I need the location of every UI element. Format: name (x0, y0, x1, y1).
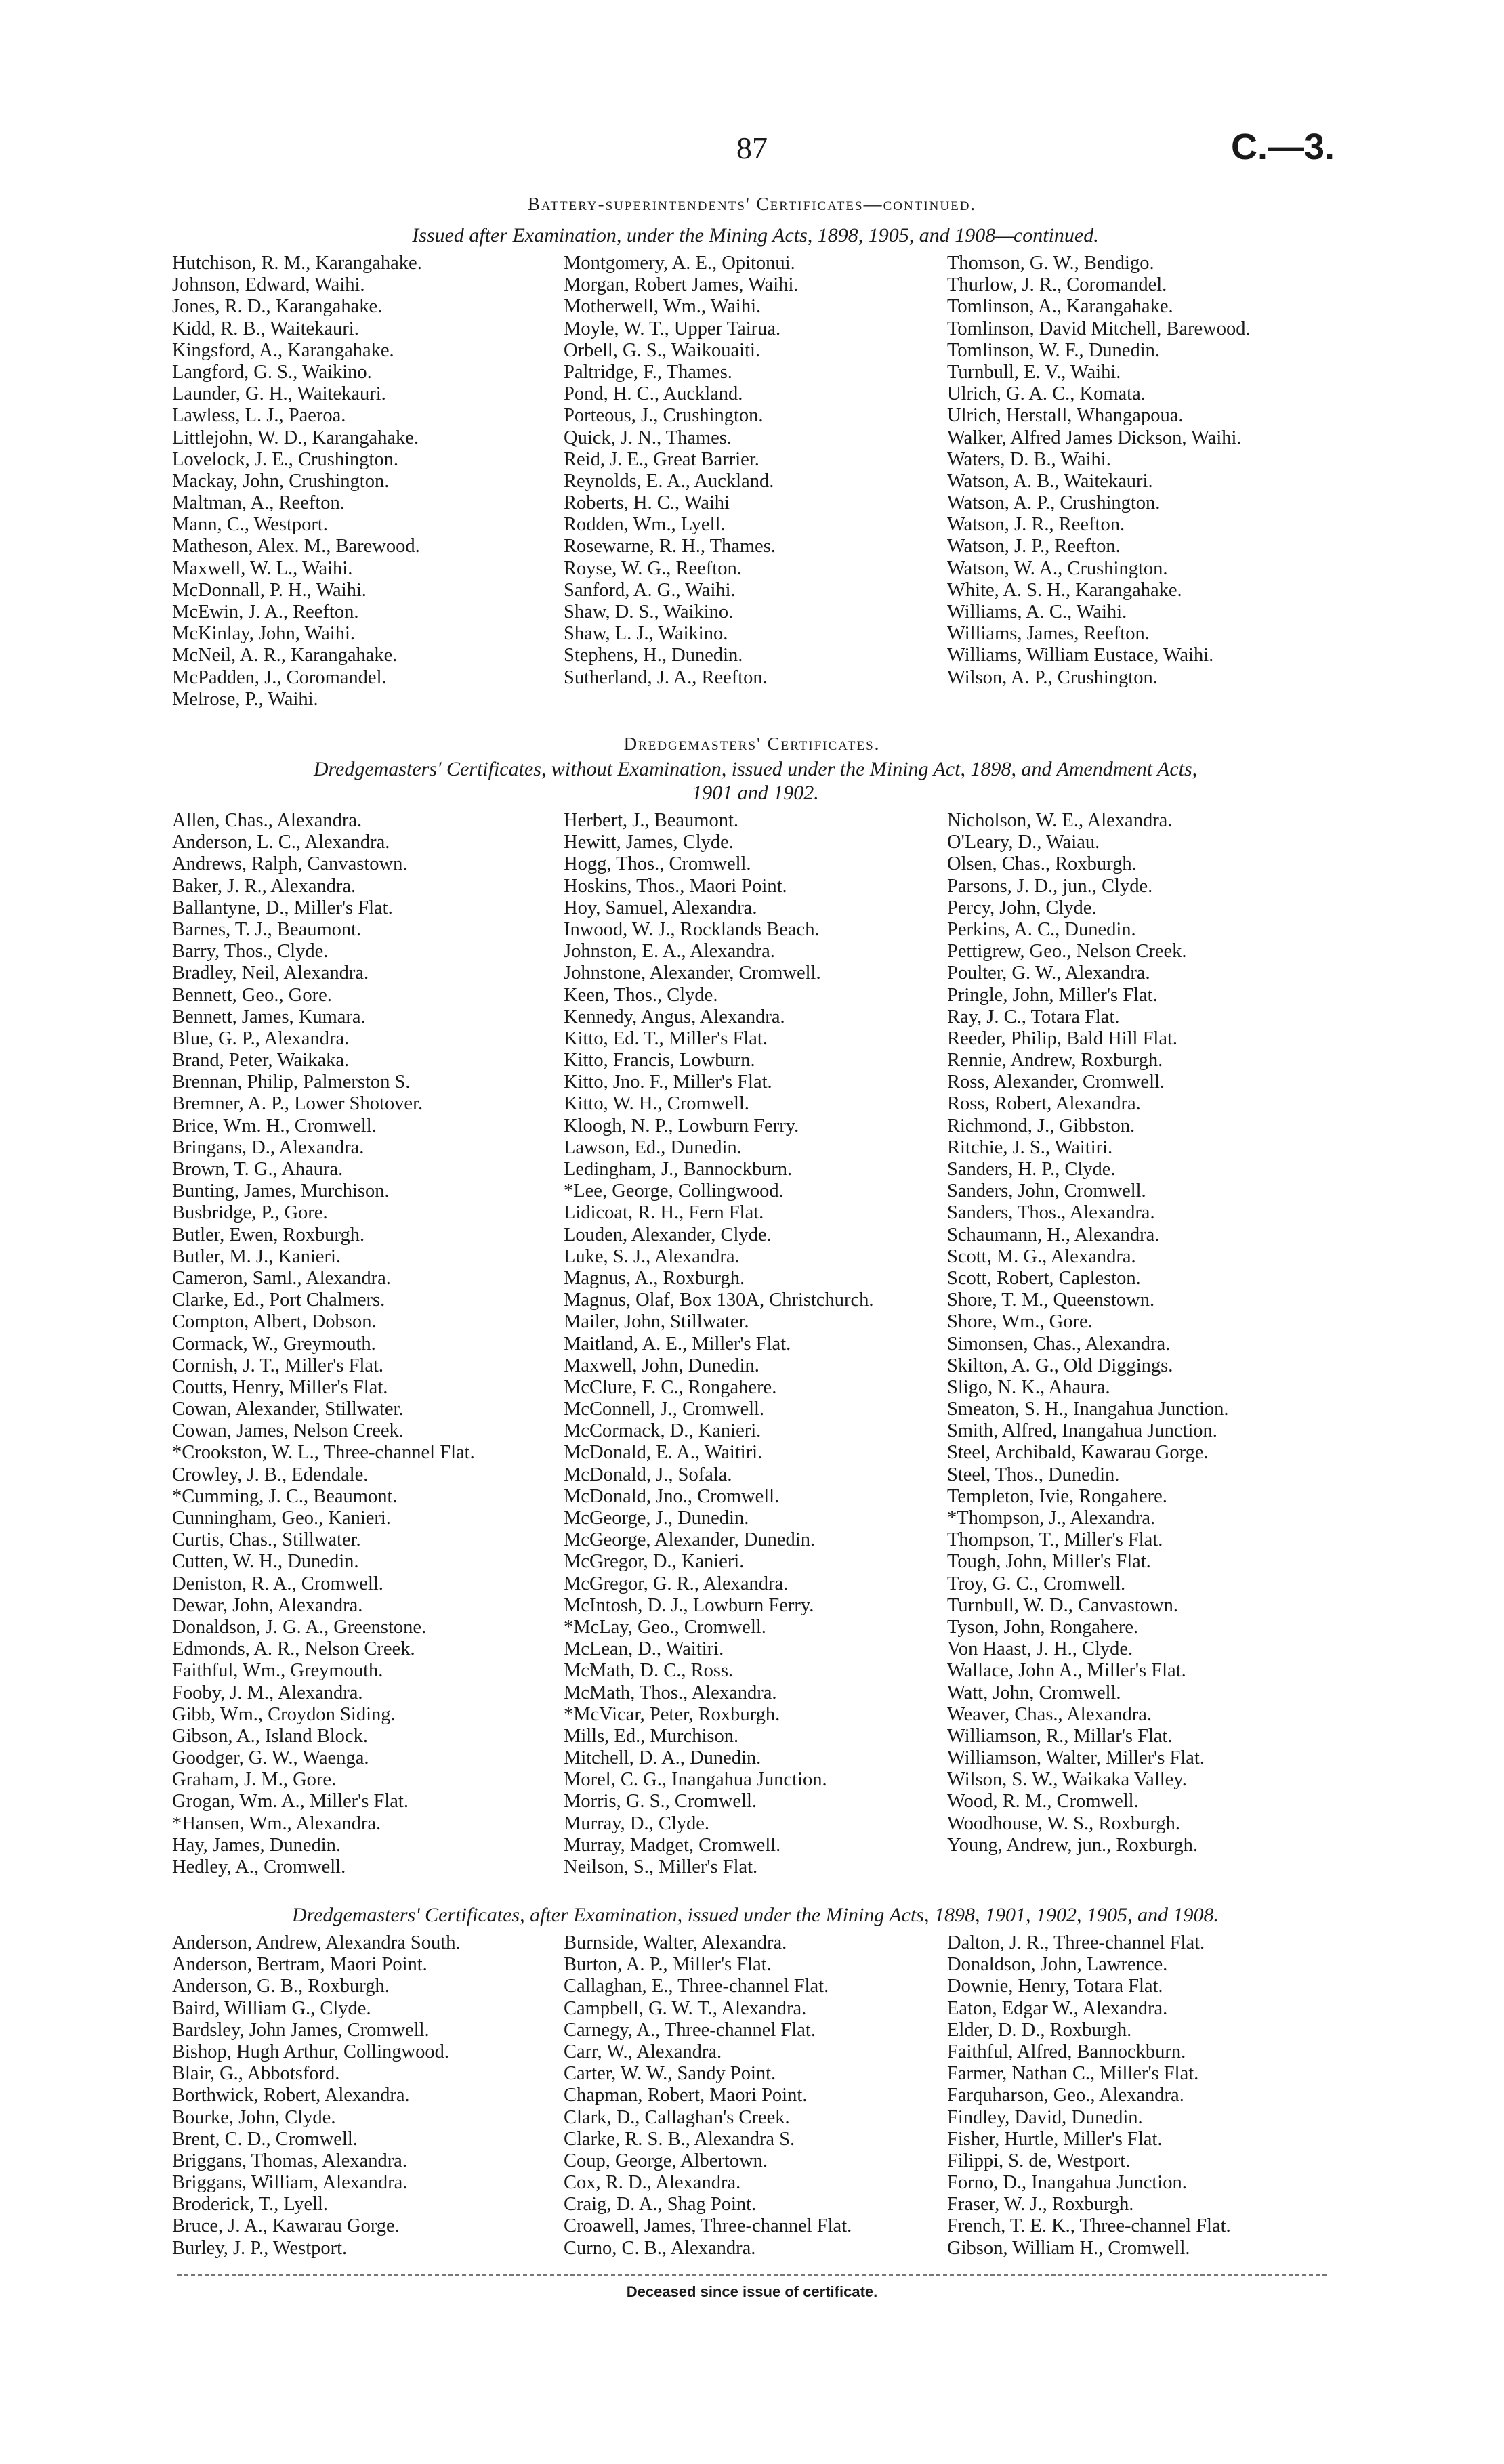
column-dredge-noexam-1 (172, 810, 475, 1878)
list-item: Shore, T. M., Queenstown. (947, 1290, 1155, 1311)
list-item: Williamson, Walter, Miller's Flat. (947, 1747, 1205, 1769)
list-item: Nicholson, W. E., Alexandra. (947, 810, 1173, 831)
list-item: *Cumming, J. C., Beaumont. (172, 1485, 398, 1507)
list-item: Compton, Albert, Dobson. (172, 1311, 377, 1333)
list-item: Wilson, A. P., Crushington. (947, 666, 1158, 688)
list-item: Poulter, G. W., Alexandra. (947, 962, 1150, 984)
list-item: Williams, A. C., Waihi. (947, 601, 1127, 622)
list-item: Young, Andrew, jun., Roxburgh. (947, 1834, 1198, 1856)
list-item: Kitto, W. H., Cromwell. (564, 1093, 749, 1115)
list-item: Brown, T. G., Ahaura. (172, 1159, 343, 1180)
list-item: Edmonds, A. R., Nelson Creek. (172, 1638, 415, 1660)
list-item: Neilson, S., Miller's Flat. (564, 1856, 758, 1877)
column-dredge-noexam-3 (947, 810, 1229, 1856)
list-item: Gibson, A., Island Block. (172, 1725, 368, 1747)
list-item: McDonald, Jno., Cromwell. (564, 1485, 780, 1507)
list-item: Sanders, Thos., Alexandra. (947, 1202, 1155, 1224)
list-item: Kidd, R. B., Waitekauri. (172, 318, 359, 339)
list-item: Brice, Wm. H., Cromwell. (172, 1115, 377, 1137)
list-item: Forno, D., Inangahua Junction. (947, 2172, 1187, 2194)
list-item: Ray, J. C., Totara Flat. (947, 1006, 1120, 1027)
list-item: Reynolds, E. A., Auckland. (564, 470, 774, 492)
list-item: Brand, Peter, Waikaka. (172, 1050, 350, 1071)
list-item: Lawless, L. J., Paeroa. (172, 405, 346, 427)
footnote-rule (177, 2274, 1327, 2276)
list-item: Quick, J. N., Thames. (564, 427, 732, 448)
section-heading-dredgemasters: Dredgemasters' Certificates. (623, 734, 881, 754)
list-item: Anderson, G. B., Roxburgh. (172, 1976, 390, 1997)
list-item: Hutchison, R. M., Karangahake. (172, 253, 422, 274)
list-item: White, A. S. H., Karangahake. (947, 579, 1182, 601)
list-item: Fooby, J. M., Alexandra. (172, 1682, 363, 1703)
list-item: Tough, John, Miller's Flat. (947, 1551, 1151, 1573)
list-item: Langford, G. S., Waikino. (172, 361, 372, 383)
list-item: Cox, R. D., Alexandra. (564, 2172, 741, 2194)
list-item: Curno, C. B., Alexandra. (564, 2237, 756, 2259)
list-item: Fisher, Hurtle, Miller's Flat. (947, 2128, 1163, 2150)
list-item: Coutts, Henry, Miller's Flat. (172, 1376, 388, 1398)
list-item: Faithful, Alfred, Bannockburn. (947, 2041, 1186, 2062)
list-item: Burley, J. P., Westport. (172, 2237, 348, 2259)
list-item: Bremner, A. P., Lower Shotover. (172, 1093, 423, 1115)
list-item: Tomlinson, David Mitchell, Barewood. (947, 318, 1251, 339)
list-item: Farmer, Nathan C., Miller's Flat. (947, 2063, 1199, 2085)
list-item: Blue, G. P., Alexandra. (172, 1027, 350, 1049)
list-item: Donaldson, John, Lawrence. (947, 1954, 1168, 1976)
list-item: Ulrich, Herstall, Whangapoua. (947, 405, 1184, 427)
list-item: Eaton, Edgar W., Alexandra. (947, 1997, 1168, 2019)
list-item: Kennedy, Angus, Alexandra. (564, 1006, 785, 1027)
list-item: Bishop, Hugh Arthur, Collingwood. (172, 2041, 449, 2062)
list-item: Lawson, Ed., Dunedin. (564, 1137, 742, 1158)
list-item: Curtis, Chas., Stillwater. (172, 1529, 361, 1551)
list-item: Scott, Robert, Capleston. (947, 1267, 1141, 1289)
list-item: Clark, D., Callaghan's Creek. (564, 2106, 790, 2128)
list-item: Dewar, John, Alexandra. (172, 1594, 363, 1616)
list-item: Sutherland, J. A., Reefton. (564, 666, 768, 688)
list-item: Von Haast, J. H., Clyde. (947, 1638, 1133, 1660)
list-item: Faithful, Wm., Greymouth. (172, 1660, 383, 1682)
document-reference: C.—3. (1230, 127, 1335, 167)
list-item: Shaw, D. S., Waikino. (564, 601, 734, 622)
list-item: McCormack, D., Kanieri. (564, 1420, 761, 1442)
list-item: Ross, Alexander, Cromwell. (947, 1071, 1165, 1093)
list-item: McGregor, D., Kanieri. (564, 1551, 745, 1573)
list-item: Bardsley, John James, Cromwell. (172, 2019, 430, 2041)
section-subheading-after-exam: Dredgemasters' Certificates, after Examination, issued under the Mining Acts, 1898, 1901, 1902, 1905, and 1908. (292, 1904, 1219, 1926)
list-item: Craig, D. A., Shag Point. (564, 2194, 757, 2215)
list-item: *Lee, George, Collingwood. (564, 1181, 784, 1202)
list-item: Morel, C. G., Inangahua Junction. (564, 1769, 827, 1791)
list-item: McPadden, J., Coromandel. (172, 666, 387, 688)
list-item: Hay, James, Dunedin. (172, 1834, 341, 1856)
list-item: Butler, Ewen, Roxburgh. (172, 1224, 365, 1246)
section-subheading-without-exam-line2: 1901 and 1902. (692, 782, 819, 804)
list-item: Morris, G. S., Cromwell. (564, 1791, 757, 1812)
list-item: Mann, C., Westport. (172, 514, 328, 536)
list-item: Mackay, John, Crushington. (172, 470, 390, 492)
list-item: Kingsford, A., Karangahake. (172, 339, 394, 361)
list-item: Graham, J. M., Gore. (172, 1769, 337, 1791)
list-item: Cornish, J. T., Miller's Flat. (172, 1355, 384, 1376)
list-item: Hedley, A., Cromwell. (172, 1856, 346, 1877)
list-item: Briggans, Thomas, Alexandra. (172, 2150, 407, 2171)
list-item: Hewitt, James, Clyde. (564, 832, 734, 853)
list-item: Lovelock, J. E., Crushington. (172, 448, 399, 470)
list-item: Bennett, James, Kumara. (172, 1006, 366, 1027)
list-item: Watson, A. B., Waitekauri. (947, 470, 1153, 492)
list-item: Turnbull, W. D., Canvastown. (947, 1594, 1178, 1616)
list-item: Sanders, H. P., Clyde. (947, 1159, 1116, 1180)
list-item: Montgomery, A. E., Opitonui. (564, 253, 795, 274)
list-item: McGeorge, J., Dunedin. (564, 1508, 749, 1529)
list-item: Thurlow, J. R., Coromandel. (947, 274, 1167, 296)
list-item: Percy, John, Clyde. (947, 897, 1097, 918)
list-item: Paltridge, F., Thames. (564, 361, 732, 383)
list-item: Anderson, L. C., Alexandra. (172, 832, 390, 853)
list-item: *McLay, Geo., Cromwell. (564, 1616, 766, 1638)
list-item: Chapman, Robert, Maori Point. (564, 2085, 808, 2106)
list-item: Crowley, J. B., Edendale. (172, 1464, 369, 1485)
list-item: Brent, C. D., Cromwell. (172, 2128, 358, 2150)
list-item: Allen, Chas., Alexandra. (172, 810, 362, 831)
list-item: Luke, S. J., Alexandra. (564, 1246, 740, 1267)
list-item: Jones, R. D., Karangahake. (172, 296, 383, 318)
page-number: 87 (736, 131, 768, 165)
list-item: Donaldson, J. G. A., Greenstone. (172, 1616, 427, 1638)
list-item: Coup, George, Albertown. (564, 2150, 768, 2171)
list-item: Briggans, William, Alexandra. (172, 2172, 408, 2194)
list-item: Burton, A. P., Miller's Flat. (564, 1954, 772, 1976)
list-item: Maitland, A. E., Miller's Flat. (564, 1333, 791, 1355)
list-item: McConnell, J., Cromwell. (564, 1399, 765, 1420)
list-item: Bringans, D., Alexandra. (172, 1137, 364, 1158)
list-item: Steel, Archibald, Kawarau Gorge. (947, 1442, 1209, 1464)
list-item: Bunting, James, Murchison. (172, 1181, 390, 1202)
list-item: Tomlinson, W. F., Dunedin. (947, 339, 1161, 361)
list-item: Cowan, Alexander, Stillwater. (172, 1399, 404, 1420)
list-item: Royse, W. G., Reefton. (564, 557, 742, 579)
list-item: McMath, D. C., Ross. (564, 1660, 734, 1682)
list-item: Thompson, T., Miller's Flat. (947, 1529, 1163, 1551)
list-item: Herbert, J., Beaumont. (564, 810, 739, 831)
list-item: Watson, J. P., Reefton. (947, 536, 1121, 557)
list-item: *Hansen, Wm., Alexandra. (172, 1812, 381, 1834)
list-item: Filippi, S. de, Westport. (947, 2150, 1131, 2171)
column-battery-2 (564, 253, 799, 689)
list-item: Cunningham, Geo., Kanieri. (172, 1508, 391, 1529)
list-item: Johnson, Edward, Waihi. (172, 274, 365, 296)
list-item: Richmond, J., Gibbston. (947, 1115, 1135, 1137)
list-item: Johnstone, Alexander, Cromwell. (564, 962, 821, 984)
list-item: Cowan, James, Nelson Creek. (172, 1420, 404, 1442)
list-item: Watson, W. A., Crushington. (947, 557, 1168, 579)
list-item: Gibson, William H., Cromwell. (947, 2237, 1190, 2259)
list-item: Ross, Robert, Alexandra. (947, 1093, 1141, 1115)
list-item: Sanford, A. G., Waihi. (564, 579, 736, 601)
list-item: McDonald, J., Sofala. (564, 1464, 732, 1485)
list-item: Pettigrew, Geo., Nelson Creek. (947, 941, 1187, 962)
column-dredge-exam-2 (564, 1932, 852, 2259)
list-item: Wood, R. M., Cromwell. (947, 1791, 1139, 1812)
list-item: Smith, Alfred, Inangahua Junction. (947, 1420, 1217, 1442)
list-item: Thomson, G. W., Bendigo. (947, 253, 1154, 274)
list-item: Murray, Madget, Cromwell. (564, 1834, 781, 1856)
list-item: McClure, F. C., Rongahere. (564, 1376, 777, 1398)
list-item: *McVicar, Peter, Roxburgh. (564, 1703, 780, 1725)
list-item: Watt, John, Cromwell. (947, 1682, 1121, 1703)
list-item: Hoskins, Thos., Maori Point. (564, 875, 787, 897)
list-item: *Thompson, J., Alexandra. (947, 1508, 1156, 1529)
list-item: Cutten, W. H., Dunedin. (172, 1551, 359, 1573)
list-item: Williams, James, Reefton. (947, 623, 1150, 645)
list-item: Troy, G. C., Cromwell. (947, 1573, 1126, 1594)
list-item: Tomlinson, A., Karangahake. (947, 296, 1173, 318)
list-item: Rennie, Andrew, Roxburgh. (947, 1050, 1163, 1071)
list-item: Templeton, Ivie, Rongahere. (947, 1485, 1167, 1507)
list-item: Borthwick, Robert, Alexandra. (172, 2085, 410, 2106)
list-item: Skilton, A. G., Old Diggings. (947, 1355, 1173, 1376)
list-item: Reid, J. E., Great Barrier. (564, 448, 759, 470)
list-item: Morgan, Robert James, Waihi. (564, 274, 799, 296)
list-item: Williams, William Eustace, Waihi. (947, 645, 1214, 666)
list-item: Brennan, Philip, Palmerston S. (172, 1071, 411, 1093)
list-item: McNeil, A. R., Karangahake. (172, 645, 398, 666)
list-item: Launder, G. H., Waitekauri. (172, 383, 386, 405)
list-item: Dalton, J. R., Three-channel Flat. (947, 1932, 1205, 1953)
list-item: Butler, M. J., Kanieri. (172, 1246, 341, 1267)
list-item: Ledingham, J., Bannockburn. (564, 1159, 793, 1180)
section-subheading-without-exam-line1: Dredgemasters' Certificates, without Examination, issued under the Mining Act, 1898, and Amendment Acts, (313, 758, 1198, 780)
list-item: Keen, Thos., Clyde. (564, 984, 718, 1006)
list-item: Ulrich, G. A. C., Komata. (947, 383, 1146, 405)
list-item: Ballantyne, D., Miller's Flat. (172, 897, 393, 918)
list-item: Carr, W., Alexandra. (564, 2041, 722, 2062)
list-item: Hoy, Samuel, Alexandra. (564, 897, 757, 918)
list-item: Matheson, Alex. M., Barewood. (172, 536, 420, 557)
list-item: Schaumann, H., Alexandra. (947, 1224, 1160, 1246)
list-item: McIntosh, D. J., Lowburn Ferry. (564, 1594, 814, 1616)
list-item: Moyle, W. T., Upper Tairua. (564, 318, 781, 339)
list-item: Sligo, N. K., Ahaura. (947, 1376, 1110, 1398)
list-item: Woodhouse, W. S., Roxburgh. (947, 1812, 1180, 1834)
column-battery-1 (172, 253, 422, 710)
list-item: Barnes, T. J., Beaumont. (172, 918, 362, 940)
list-item: Bennett, Geo., Gore. (172, 984, 332, 1006)
list-item: Kitto, Jno. F., Miller's Flat. (564, 1071, 772, 1093)
list-item: Reeder, Philip, Bald Hill Flat. (947, 1027, 1178, 1049)
column-dredge-exam-1 (172, 1932, 461, 2259)
list-item: Croawell, James, Three-channel Flat. (564, 2215, 852, 2237)
list-item: Walker, Alfred James Dickson, Waihi. (947, 427, 1242, 448)
list-item: Roberts, H. C., Waihi (564, 492, 730, 514)
list-item: Pringle, John, Miller's Flat. (947, 984, 1158, 1006)
list-item: Mitchell, D. A., Dunedin. (564, 1747, 761, 1769)
column-dredge-noexam-2 (564, 810, 874, 1878)
list-item: Elder, D. D., Roxburgh. (947, 2019, 1132, 2041)
list-item: Callaghan, E., Three-channel Flat. (564, 1976, 829, 1997)
list-item: Cameron, Saml., Alexandra. (172, 1267, 391, 1289)
list-item: Downie, Henry, Totara Flat. (947, 1976, 1163, 1997)
list-item: Grogan, Wm. A., Miller's Flat. (172, 1791, 409, 1812)
list-item: Stephens, H., Dunedin. (564, 645, 743, 666)
list-item: Campbell, G. W. T., Alexandra. (564, 1997, 807, 2019)
list-item: Williamson, R., Millar's Flat. (947, 1725, 1173, 1747)
list-item: McKinlay, John, Waihi. (172, 623, 356, 645)
list-item: Lidicoat, R. H., Fern Flat. (564, 1202, 764, 1224)
list-item: *Crookston, W. L., Three-channel Flat. (172, 1442, 475, 1464)
list-item: Parsons, J. D., jun., Clyde. (947, 875, 1153, 897)
list-item: Anderson, Bertram, Maori Point. (172, 1954, 427, 1976)
list-item: Smeaton, S. H., Inangahua Junction. (947, 1399, 1229, 1420)
list-item: Olsen, Chas., Roxburgh. (947, 853, 1137, 875)
list-item: Johnston, E. A., Alexandra. (564, 941, 775, 962)
list-item: Magnus, Olaf, Box 130A, Christchurch. (564, 1290, 874, 1311)
list-item: Carnegy, A., Three-channel Flat. (564, 2019, 816, 2041)
list-item: Bruce, J. A., Kawarau Gorge. (172, 2215, 400, 2237)
list-item: Busbridge, P., Gore. (172, 1202, 328, 1224)
column-dredge-exam-3 (947, 1932, 1231, 2259)
list-item: Maxwell, W. L., Waihi. (172, 557, 353, 579)
list-item: McDonnall, P. H., Waihi. (172, 579, 367, 601)
list-item: Pond, H. C., Auckland. (564, 383, 743, 405)
list-item: Louden, Alexander, Clyde. (564, 1224, 772, 1246)
list-item: Scott, M. G., Alexandra. (947, 1246, 1136, 1267)
list-item: Orbell, G. S., Waikouaiti. (564, 339, 761, 361)
list-item: Rodden, Wm., Lyell. (564, 514, 726, 536)
list-item: Clarke, Ed., Port Chalmers. (172, 1290, 385, 1311)
list-item: Farquharson, Geo., Alexandra. (947, 2085, 1184, 2106)
list-item: O'Leary, D., Waiau. (947, 832, 1100, 853)
list-item: Maxwell, John, Dunedin. (564, 1355, 759, 1376)
list-item: McDonald, E. A., Waitiri. (564, 1442, 763, 1464)
list-item: McMath, Thos., Alexandra. (564, 1682, 777, 1703)
list-item: Porteous, J., Crushington. (564, 405, 764, 427)
list-item: Andrews, Ralph, Canvastown. (172, 853, 408, 875)
list-item: Maltman, A., Reefton. (172, 492, 345, 514)
list-item: McEwin, J. A., Reefton. (172, 601, 359, 622)
list-item: Murray, D., Clyde. (564, 1812, 710, 1834)
section-heading-battery: Battery-superintendents' Certificates—continued. (527, 194, 977, 214)
list-item: Deniston, R. A., Cromwell. (172, 1573, 383, 1594)
section-subheading-battery: Issued after Examination, under the Mining Acts, 1898, 1905, and 1908—continued. (412, 224, 1099, 247)
list-item: Goodger, G. W., Waenga. (172, 1747, 369, 1769)
list-item: Littlejohn, W. D., Karangahake. (172, 427, 419, 448)
list-item: McLean, D., Waitiri. (564, 1638, 724, 1660)
list-item: Waters, D. B., Waihi. (947, 448, 1111, 470)
list-item: Rosewarne, R. H., Thames. (564, 536, 776, 557)
list-item: Turnbull, E. V., Waihi. (947, 361, 1121, 383)
column-battery-3 (947, 253, 1251, 689)
list-item: Blair, G., Abbotsford. (172, 2063, 340, 2085)
list-item: Shaw, L. J., Waikino. (564, 623, 728, 645)
list-item: Baker, J. R., Alexandra. (172, 875, 356, 897)
list-item: Ritchie, J. S., Waitiri. (947, 1137, 1113, 1158)
list-item: Magnus, A., Roxburgh. (564, 1267, 745, 1289)
list-item: Mills, Ed., Murchison. (564, 1725, 739, 1747)
list-item: Shore, Wm., Gore. (947, 1311, 1093, 1333)
list-item: Tyson, John, Rongahere. (947, 1616, 1139, 1638)
list-item: Motherwell, Wm., Waihi. (564, 296, 761, 318)
list-item: Hogg, Thos., Cromwell. (564, 853, 751, 875)
list-item: Watson, J. R., Reefton. (947, 514, 1125, 536)
footnote: Deceased since issue of certificate. (626, 2283, 878, 2300)
list-item: Wilson, S. W., Waikaka Valley. (947, 1769, 1187, 1791)
list-item: Clarke, R. S. B., Alexandra S. (564, 2128, 795, 2150)
list-item: McGregor, G. R., Alexandra. (564, 1573, 789, 1594)
list-item: McGeorge, Alexander, Dunedin. (564, 1529, 816, 1551)
list-item: Kloogh, N. P., Lowburn Ferry. (564, 1115, 799, 1137)
list-item: Bradley, Neil, Alexandra. (172, 962, 369, 984)
list-item: Fraser, W. J., Roxburgh. (947, 2194, 1134, 2215)
list-item: Steel, Thos., Dunedin. (947, 1464, 1120, 1485)
list-item: Sanders, John, Cromwell. (947, 1181, 1146, 1202)
list-item: Findley, David, Dunedin. (947, 2106, 1143, 2128)
list-item: Kitto, Ed. T., Miller's Flat. (564, 1027, 768, 1049)
list-item: Kitto, Francis, Lowburn. (564, 1050, 755, 1071)
list-item: French, T. E. K., Three-channel Flat. (947, 2215, 1231, 2237)
list-item: Weaver, Chas., Alexandra. (947, 1703, 1152, 1725)
list-item: Watson, A. P., Crushington. (947, 492, 1161, 514)
list-item: Broderick, T., Lyell. (172, 2194, 329, 2215)
list-item: Wallace, John A., Miller's Flat. (947, 1660, 1186, 1682)
list-item: Inwood, W. J., Rocklands Beach. (564, 918, 820, 940)
list-item: Baird, William G., Clyde. (172, 1997, 371, 2019)
list-item: Cormack, W., Greymouth. (172, 1333, 376, 1355)
list-item: Mailer, John, Stillwater. (564, 1311, 749, 1333)
list-item: Gibb, Wm., Croydon Siding. (172, 1703, 396, 1725)
list-item: Perkins, A. C., Dunedin. (947, 918, 1136, 940)
list-item: Anderson, Andrew, Alexandra South. (172, 1932, 461, 1953)
list-item: Carter, W. W., Sandy Point. (564, 2063, 776, 2085)
list-item: Bourke, John, Clyde. (172, 2106, 336, 2128)
list-item: Melrose, P., Waihi. (172, 688, 318, 710)
list-item: Burnside, Walter, Alexandra. (564, 1932, 787, 1953)
list-item: Barry, Thos., Clyde. (172, 941, 329, 962)
list-item: Simonsen, Chas., Alexandra. (947, 1333, 1171, 1355)
